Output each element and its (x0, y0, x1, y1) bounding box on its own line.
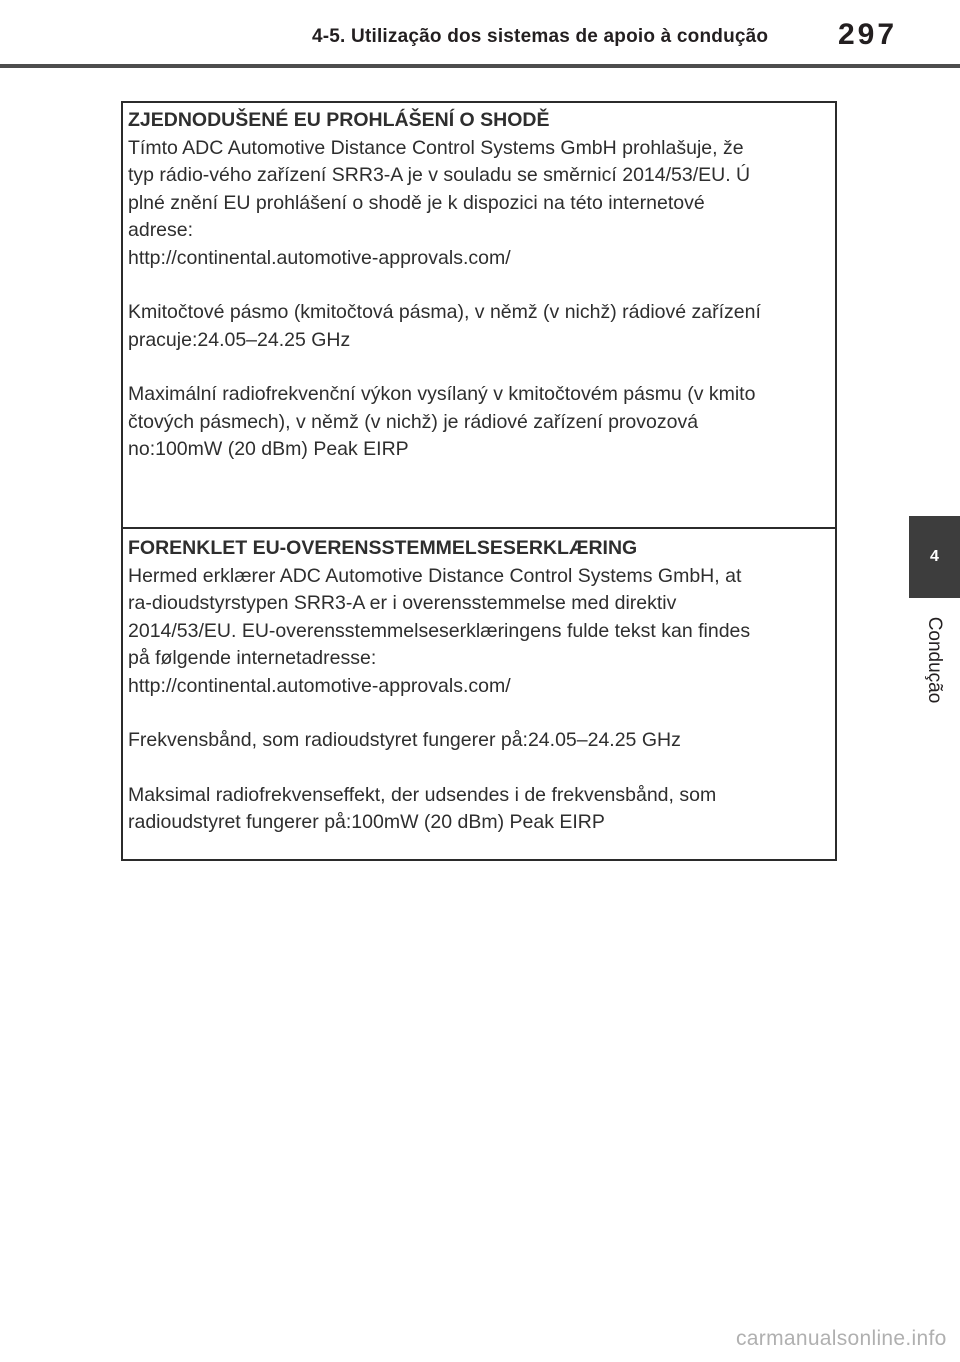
watermark: carmanualsonline.info (736, 1327, 947, 1350)
czech-paragraph-1: Tímto ADC Automotive Distance Control Systems GmbH prohlašuje, že typ rádio-vého zařízení SRR3-A je v souladu se směrnicí 2014/53/EU. Ú plné znění EU prohlášení o shodě je k dispozici na této internetové adrese: http://continental.automotive-approvals.com/ (128, 136, 751, 269)
section-title: 4-5. Utilização dos sistemas de apoio à condução (312, 26, 769, 47)
page-number: 297 (838, 18, 898, 51)
danish-title: FORENKLET EU-OVERENSSTEMMELSESERKLÆRING (128, 537, 638, 559)
czech-paragraph-2: Kmitočtové pásmo (kmitočtová pásma), v němž (v nichž) rádiové zařízení pracuje:24.05–24.25 GHz (128, 301, 761, 351)
danish-paragraph-1: Hermed erklærer ADC Automotive Distance Control Systems GmbH, at ra-dioudstyrstypen SRR3-A er i overensstemmelse med direktiv 2014/53/EU. EU-overensstemmelseserklæringens fulde tekst kan findes på følgende internetadresse: http://continental.automotive-approvals.com/ (128, 564, 751, 697)
chapter-label: Condução (924, 616, 945, 704)
danish-paragraph-3: Maksimal radiofrekvenseffekt, der udsendes i de frekvensbånd, som radioudstyret fungerer på:100mW (20 dBm) Peak EIRP (128, 783, 717, 833)
czech-declaration (123, 103, 835, 527)
czech-title: ZJEDNODUŠENÉ EU PROHLÁŠENÍ O SHODĚ (128, 109, 550, 131)
chapter-tab[interactable] (909, 516, 960, 598)
declaration-box (121, 101, 837, 861)
danish-declaration (123, 529, 835, 859)
chapter-number: 4 (930, 548, 939, 565)
czech-paragraph-3: Maximální radiofrekvenční výkon vysílaný v kmitočtovém pásmu (v kmito čtových pásmech), v němž (v nichž) je rádiové zařízení provozová no:100mW (20 dBm) Peak EIRP (128, 383, 756, 460)
header-rule (0, 64, 960, 68)
danish-paragraph-2: Frekvensbånd, som radioudstyret fungerer på:24.05–24.25 GHz (128, 729, 681, 751)
